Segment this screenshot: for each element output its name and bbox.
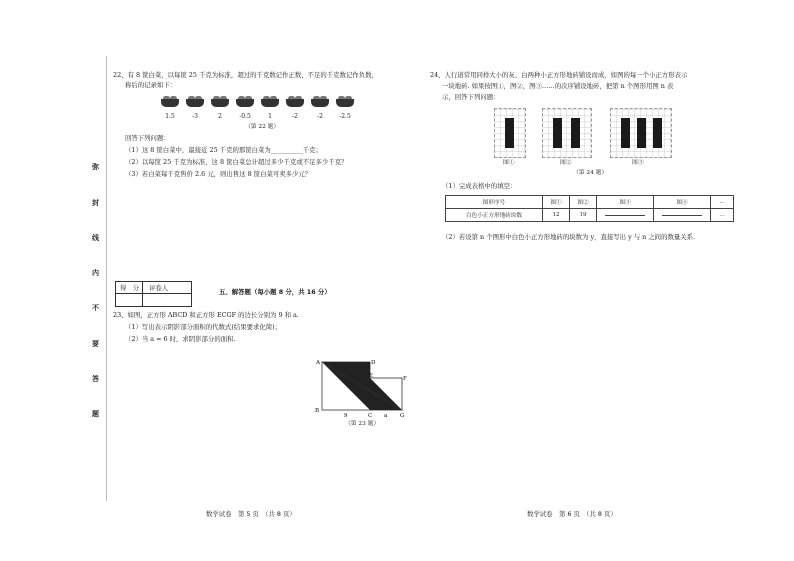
gray-tile-column: [553, 118, 562, 148]
cabbage-basket-icon: [185, 96, 205, 107]
binding-margin-line: [106, 56, 107, 501]
q22-sub2: （2）以每筐 25 千克为标准，这 8 筐白菜总计超过多少千克或不足多少千克？: [125, 158, 348, 166]
grader-label: 评卷人: [149, 284, 169, 292]
table-row: [446, 196, 734, 209]
fig1-label: 图①: [503, 160, 515, 166]
cabbage-baskets-figure: [160, 96, 355, 107]
basket-values: [160, 113, 355, 120]
score-box: [115, 281, 192, 307]
cabbage-basket-icon: [310, 96, 330, 107]
tile-figure-1: [494, 108, 526, 158]
label-d: D: [371, 360, 376, 366]
table-row: [446, 209, 734, 222]
label-a-length: a: [384, 413, 388, 419]
basket-value: -2.5: [339, 113, 351, 120]
table-cell: 图①: [543, 196, 570, 209]
answer-blank[interactable]: [654, 209, 711, 222]
tile-figure-2: [542, 108, 592, 158]
gray-tile-column: [653, 118, 662, 148]
label-c: C: [368, 413, 373, 419]
margin-char: 答: [92, 375, 99, 383]
q22-prompt: 回答下列问题：: [125, 134, 170, 142]
label-e: E: [369, 373, 374, 379]
q23-sub1: （1）写出表示阴影部分面积的代数式(结果要求化简)；: [125, 323, 282, 331]
label-f: F: [403, 376, 407, 382]
tile-count-table: [445, 195, 734, 222]
q24-line1: 24、人行道常用同样大小的灰、白两种小正方形地砖铺设而成，如图的每一个小正方形表示: [430, 71, 688, 79]
score-label: 得 分: [120, 284, 140, 292]
cabbage-basket-icon: [210, 96, 230, 107]
section5-heading: 五、解答题（每小题 8 分，共 16 分）: [219, 288, 331, 296]
cabbage-basket-icon: [160, 96, 180, 107]
basket-value: -0.5: [239, 113, 251, 120]
q22-line2: 称后的记录如下：: [125, 81, 177, 89]
q22-sub3: （3）若白菜每千克售价 2.6 元，则出售这 8 筐白菜可卖多少元？: [125, 170, 312, 178]
margin-char: 线: [92, 234, 99, 242]
basket-value: 2: [218, 113, 222, 120]
margin-char: 内: [92, 269, 99, 277]
answer-blank[interactable]: [597, 209, 654, 222]
margin-char: 封: [92, 199, 99, 207]
basket-value: -2: [317, 113, 323, 120]
table-cell: 图④: [654, 196, 711, 209]
basket-value: -3: [192, 113, 198, 120]
cabbage-basket-icon: [235, 96, 255, 107]
label-b: B: [315, 408, 320, 414]
label-a: A: [316, 360, 320, 366]
table-cell: …: [711, 209, 734, 222]
margin-char: 要: [92, 340, 99, 348]
margin-char: 题: [92, 410, 99, 418]
q23-line1: 23、如图，正方形 ABCD 和正方形 ECGF 的边长分别为 9 和 a.: [113, 311, 299, 319]
q22-line1: 22、有 8 筐白菜，以每筐 25 千克为标准，超过的千克数记作正数，不足的千克数记作负数，: [113, 71, 378, 79]
label-nine: 9: [344, 413, 348, 419]
q22-sub1: （1）这 8 筐白菜中，最接近 25 千克的那筐白菜为__________千克；: [125, 146, 322, 154]
cabbage-basket-icon: [285, 96, 305, 107]
gray-tile-column: [505, 118, 514, 148]
squares-figure: [312, 356, 412, 420]
cabbage-basket-icon: [260, 96, 280, 107]
q24-sub2: （2）若设第 n 个图形中白色小正方形地砖的块数为 y，直接写出 y 与 n 之间的数量关系.: [442, 233, 696, 241]
gray-tile-column: [571, 118, 580, 148]
gray-tile-column: [621, 118, 630, 148]
footer-page5: 数学试卷 第 5 页 （共 8 页）: [206, 510, 296, 518]
basket-value: 1.5: [165, 113, 175, 120]
fig3-label: 图③: [632, 160, 644, 166]
table-cell: 图②: [570, 196, 597, 209]
margin-char: 不: [92, 304, 99, 312]
q24-line2: 一块地砖. 如果按图①，图②，图③……的次序铺设地砖，把第 n 个图形用图 n 表: [442, 82, 674, 90]
cabbage-basket-icon: [335, 96, 355, 107]
q23-caption: （第 23 题）: [345, 421, 380, 427]
gray-tile-column: [637, 118, 646, 148]
label-g: G: [400, 413, 405, 419]
basket-value: -2: [292, 113, 298, 120]
q23-sub2: （2）当 a = 6 时，求阴影部分的面积.: [125, 335, 236, 343]
table-cell: 图③: [597, 196, 654, 209]
table-cell: 图形序号: [446, 196, 543, 209]
q24-sub1: （1）完成表格中的填空：: [442, 182, 517, 190]
tile-figure-3: [610, 108, 672, 158]
table-cell: 19: [570, 209, 597, 222]
table-cell: 12: [543, 209, 570, 222]
basket-value: 1: [268, 113, 272, 120]
q24-line3: 示，回答下列问题：: [442, 93, 500, 101]
q22-caption: （第 22 题）: [245, 124, 280, 130]
table-cell: 白色小正方形地砖块数: [446, 209, 543, 222]
q24-caption: （第 24 题）: [573, 170, 608, 176]
footer-page6: 数学试卷 第 6 页 （共 8 页）: [527, 510, 617, 518]
margin-char: 弥: [92, 163, 99, 171]
table-cell: …: [711, 196, 734, 209]
fig2-label: 图②: [560, 160, 572, 166]
